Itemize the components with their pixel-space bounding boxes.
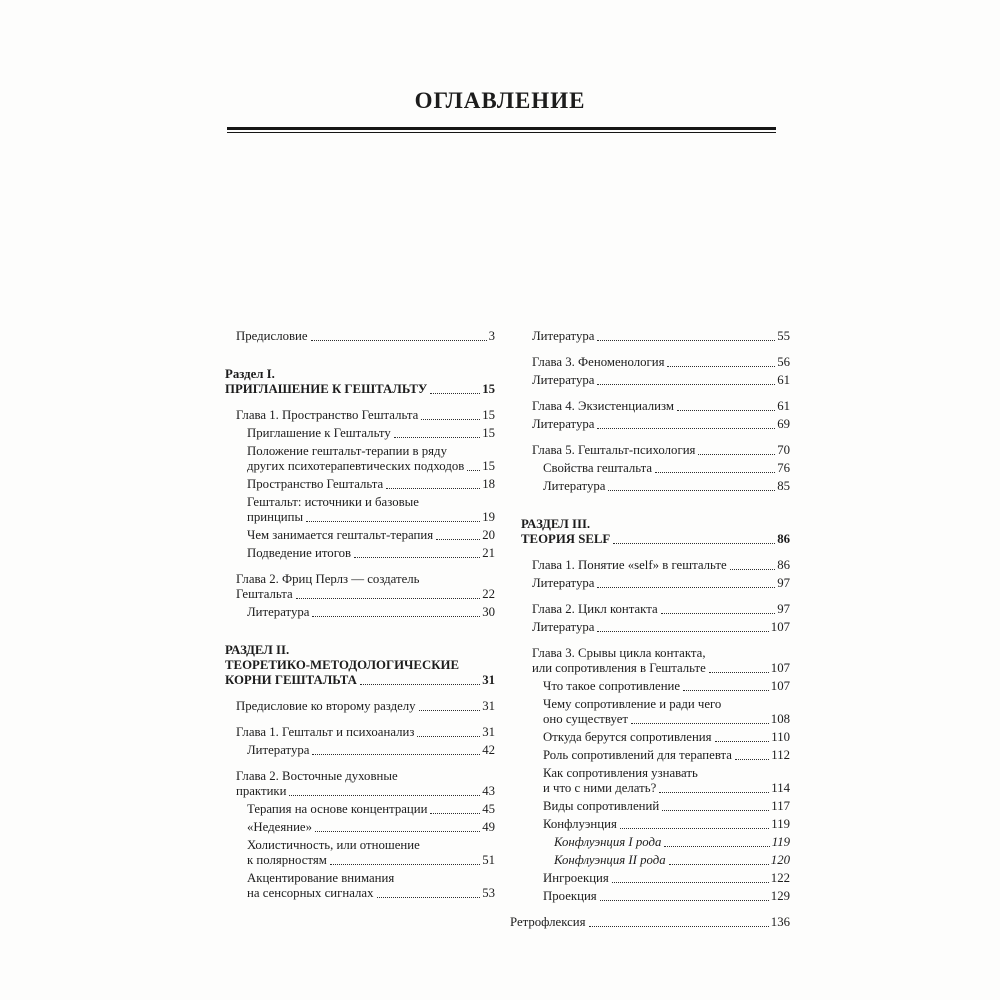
toc-line [543, 889, 790, 904]
toc-entry [510, 479, 790, 494]
toc-entry [225, 725, 495, 740]
toc-entry-text: практики [236, 784, 287, 798]
toc-entry [510, 355, 790, 370]
toc-entry-text: ТЕОРЕТИКО-МЕТОДОЛОГИЧЕСКИЕ [225, 658, 459, 672]
toc-entry-text: Гештальта [236, 587, 293, 601]
dot-leader [315, 831, 480, 832]
dot-leader [735, 759, 769, 760]
toc-entry [510, 602, 790, 617]
divider-thin-line [227, 132, 776, 133]
page-number: 108 [770, 712, 790, 726]
toc-entry [510, 889, 790, 904]
toc-line [247, 426, 495, 441]
toc-line [532, 399, 790, 414]
dot-leader [709, 672, 769, 673]
dot-leader [600, 900, 769, 901]
toc-line [532, 443, 790, 458]
toc-entry-text: Глава 1. Понятие «self» в гештальте [532, 558, 727, 572]
page-number: 97 [777, 576, 790, 590]
toc-entry [225, 605, 495, 620]
toc-entry [510, 329, 790, 344]
toc-entry [225, 477, 495, 492]
toc-entry-text: оно существует [543, 712, 628, 726]
page-number: 122 [770, 871, 790, 885]
toc-line [247, 820, 495, 835]
toc-entry-text: Чему сопротивление и ради чего [543, 697, 722, 711]
page-number: 107 [770, 661, 790, 675]
page-number: 18 [482, 477, 495, 491]
dot-leader [620, 828, 769, 829]
dot-leader [661, 613, 776, 614]
toc-line [543, 712, 790, 727]
toc-entry-text: Литература [247, 743, 310, 757]
toc-entry-text: Виды сопротивлений [543, 799, 660, 813]
toc-line [554, 853, 790, 868]
toc-entry-text: Пространство Гештальта [247, 477, 384, 491]
page-number: 15 [482, 382, 495, 396]
dot-leader [386, 488, 480, 489]
toc-entry-text: Гештальт: источники и базовые [247, 495, 419, 509]
toc-entry [510, 697, 790, 727]
toc-entry-text: Литература [247, 605, 310, 619]
toc-line [247, 743, 495, 758]
dot-leader [354, 557, 480, 558]
dot-leader [360, 684, 480, 685]
toc-line [236, 587, 495, 602]
page-number: 136 [770, 915, 790, 929]
toc-entry-text: Роль сопротивлений для терапевта [543, 748, 732, 762]
toc-line [247, 477, 495, 492]
dot-leader [330, 864, 480, 865]
toc-entry-text: Конфлуэнция II рода [554, 853, 666, 867]
toc-line [532, 373, 790, 388]
page-number: 30 [482, 605, 495, 619]
toc-entry-text: Приглашение к Гештальту [247, 426, 391, 440]
dot-leader [467, 470, 480, 471]
toc-entry-text: Ингроекция [543, 871, 609, 885]
toc-entry-text: Литература [543, 479, 606, 493]
toc-line [543, 799, 790, 814]
toc-entry-text: Глава 4. Экзистенциализм [532, 399, 674, 413]
page-number: 42 [482, 743, 495, 757]
page-number: 21 [482, 546, 495, 560]
toc-entry-text: Акцентирование внимания [247, 871, 395, 885]
toc-entry [510, 748, 790, 763]
toc-entry [510, 799, 790, 814]
dot-leader [664, 846, 769, 847]
dot-leader [417, 736, 480, 737]
page-number: 69 [777, 417, 790, 431]
toc-entry-text: Глава 5. Гештальт-психология [532, 443, 696, 457]
toc-entry [225, 802, 495, 817]
toc-line [543, 697, 790, 712]
toc-entry-text: других психотерапевтических подходов [247, 459, 465, 473]
toc-entry [510, 766, 790, 796]
toc-entry [510, 646, 790, 676]
toc-entry [225, 408, 495, 423]
toc-entry [225, 367, 495, 397]
dot-leader [613, 543, 775, 544]
page-title: ОГЛАВЛЕНИЕ [414, 88, 586, 113]
dot-leader [306, 521, 480, 522]
toc-entry [225, 838, 495, 868]
toc-entry [510, 835, 790, 850]
toc-line [236, 769, 495, 784]
dot-leader [394, 437, 480, 438]
toc-line [225, 367, 495, 382]
toc-entry [225, 699, 495, 714]
toc-entry-text: ТЕОРИЯ SELF [521, 532, 611, 546]
page-number: 31 [482, 673, 495, 687]
toc-entry [510, 620, 790, 635]
toc-entry [510, 399, 790, 414]
page-number: 51 [482, 853, 495, 867]
dot-leader [597, 340, 775, 341]
toc-line [521, 532, 790, 547]
toc-line [247, 802, 495, 817]
toc-line [247, 459, 495, 474]
toc-entry-text: Как сопротивления узнавать [543, 766, 698, 780]
toc-entry [510, 517, 790, 547]
dot-leader [669, 864, 769, 865]
toc-entry-text: Свойства гештальта [543, 461, 653, 475]
dot-leader [589, 926, 769, 927]
page-number: 15 [482, 459, 495, 473]
toc-line [532, 620, 790, 635]
page-number: 85 [777, 479, 790, 493]
toc-entry [510, 373, 790, 388]
dot-leader [667, 366, 775, 367]
divider-thick-line [227, 127, 776, 130]
page-number: 31 [482, 699, 495, 713]
toc-entry-text: Положение гештальт-терапии в ряду [247, 444, 447, 458]
toc-line [247, 853, 495, 868]
toc-line [247, 605, 495, 620]
toc-entry [510, 417, 790, 432]
toc-line [532, 558, 790, 573]
toc-entry [510, 576, 790, 591]
toc-entry [225, 820, 495, 835]
toc-entry [225, 444, 495, 474]
toc-line [247, 871, 495, 886]
toc-entry-text: «Недеяние» [247, 820, 313, 834]
toc-entry-text: Подведение итогов [247, 546, 352, 560]
dot-leader [659, 792, 769, 793]
dot-leader [631, 723, 769, 724]
toc-entry-text: Глава 3. Срывы цикла контакта, [532, 646, 706, 660]
toc-entry [510, 558, 790, 573]
toc-entry-text: Раздел I. [225, 367, 275, 381]
toc-line [510, 915, 790, 930]
toc-line [543, 781, 790, 796]
page-number: 56 [777, 355, 790, 369]
toc-line [247, 546, 495, 561]
dot-leader [421, 419, 480, 420]
toc-line [225, 382, 495, 397]
dot-leader [683, 690, 769, 691]
page-number: 19 [482, 510, 495, 524]
toc-entry-text: Откуда берутся сопротивления [543, 730, 712, 744]
page-number: 86 [777, 532, 790, 546]
toc-line [236, 408, 495, 423]
toc-entry-text: принципы [247, 510, 304, 524]
toc-column-right [510, 326, 790, 930]
toc-entry [225, 572, 495, 602]
toc-line [225, 643, 495, 658]
dot-leader [311, 340, 487, 341]
toc-line [532, 576, 790, 591]
dot-leader [419, 710, 481, 711]
dot-leader [608, 490, 775, 491]
toc-entry-text: Чем занимается гештальт-терапия [247, 528, 434, 542]
toc-entry-text: Глава 1. Гештальт и психоанализ [236, 725, 415, 739]
toc-entry [225, 769, 495, 799]
toc-line [543, 479, 790, 494]
dot-leader [698, 454, 775, 455]
toc-entry-text: Конфлуэнция [543, 817, 617, 831]
toc-line [521, 517, 790, 532]
page-number: 43 [482, 784, 495, 798]
toc-entry-text: Глава 3. Феноменология [532, 355, 665, 369]
dot-leader [612, 882, 769, 883]
toc-entry-text: Литература [532, 417, 595, 431]
dot-leader [289, 795, 480, 796]
toc-entry [510, 461, 790, 476]
toc-line [247, 510, 495, 525]
toc-entry-text: к полярностям [247, 853, 327, 867]
toc-line [247, 886, 495, 901]
toc-line [543, 766, 790, 781]
page-number: 53 [482, 886, 495, 900]
toc-column-left [225, 326, 495, 930]
toc-entry-text: Глава 2. Фриц Перлз — создатель [236, 572, 420, 586]
page-number: 45 [482, 802, 495, 816]
toc-entry-text: Конфлуэнция I рода [554, 835, 662, 849]
page-number: 20 [482, 528, 495, 542]
page-number: 117 [771, 799, 790, 813]
toc-entry [510, 871, 790, 886]
toc-line [236, 329, 495, 344]
dot-leader [677, 410, 775, 411]
toc-line [543, 817, 790, 832]
page-number: 55 [777, 329, 790, 343]
page-number: 61 [777, 399, 790, 413]
toc-entry [510, 853, 790, 868]
toc-line [543, 748, 790, 763]
toc-entry-text: Глава 2. Восточные духовные [236, 769, 398, 783]
dot-leader [296, 598, 481, 599]
dot-leader [597, 384, 775, 385]
toc-entry-text: РАЗДЕЛ III. [521, 517, 591, 531]
toc-line [236, 699, 495, 714]
page-number: 107 [770, 679, 790, 693]
toc-line [236, 572, 495, 587]
toc-line [543, 461, 790, 476]
title-divider [227, 127, 776, 133]
toc-entry [225, 643, 495, 688]
toc-line [543, 871, 790, 886]
toc-entry-text: на сенсорных сигналах [247, 886, 374, 900]
dot-leader [662, 810, 769, 811]
dot-leader [597, 587, 775, 588]
toc-line [532, 661, 790, 676]
toc-entry [225, 528, 495, 543]
toc-entry [225, 871, 495, 901]
toc-line [532, 646, 790, 661]
toc-entry-text: и что с ними делать? [543, 781, 657, 795]
toc-entry-text: Предисловие [236, 329, 308, 343]
toc-line [543, 679, 790, 694]
dot-leader [730, 569, 776, 570]
toc-entry-text: Литература [532, 620, 595, 634]
toc-entry-text: Терапия на основе концентрации [247, 802, 428, 816]
dot-leader [312, 754, 480, 755]
page-number: 107 [770, 620, 790, 634]
toc-line [247, 838, 495, 853]
dot-leader [715, 741, 770, 742]
toc-line [532, 355, 790, 370]
toc-line [532, 417, 790, 432]
toc-entry-text: Литература [532, 576, 595, 590]
toc-line [543, 730, 790, 745]
toc-entry [225, 546, 495, 561]
toc-entry-text: или сопротивления в Гештальте [532, 661, 706, 675]
dot-leader [597, 631, 768, 632]
toc-entry-text: Литература [532, 373, 595, 387]
page-number: 15 [482, 426, 495, 440]
toc-entry-text: Глава 1. Пространство Гештальта [236, 408, 419, 422]
page-number: 61 [777, 373, 790, 387]
toc-entry-text: Глава 2. Цикл контакта [532, 602, 658, 616]
toc-entry-text: Что такое сопротивление [543, 679, 681, 693]
page-number: 31 [482, 725, 495, 739]
toc-line [532, 602, 790, 617]
toc-entry [225, 743, 495, 758]
page-number: 97 [777, 602, 790, 616]
page-number: 129 [770, 889, 790, 903]
toc-entry [510, 679, 790, 694]
toc-entry-text: Проекция [543, 889, 597, 903]
toc-entry-text: Предисловие ко второму разделу [236, 699, 416, 713]
page-number: 70 [777, 443, 790, 457]
dot-leader [377, 897, 481, 898]
page-number: 119 [771, 817, 790, 831]
toc-entry-text: Ретрофлексия [510, 915, 586, 929]
toc-entry [225, 426, 495, 441]
page-number: 114 [771, 781, 790, 795]
page-number: 22 [482, 587, 495, 601]
toc-entry [225, 329, 495, 344]
toc-entry [510, 730, 790, 745]
page-number: 119 [771, 835, 790, 849]
page-number: 76 [777, 461, 790, 475]
dot-leader [430, 813, 480, 814]
toc-entry [510, 915, 790, 930]
toc-line [247, 528, 495, 543]
toc-entry [510, 817, 790, 832]
page-number: 49 [482, 820, 495, 834]
page-number: 15 [482, 408, 495, 422]
toc-entry-text: Холистичность, или отношение [247, 838, 420, 852]
toc-line [236, 725, 495, 740]
toc-columns [225, 326, 790, 930]
toc-line [225, 673, 495, 688]
dot-leader [312, 616, 480, 617]
dot-leader [430, 393, 480, 394]
page-number: 110 [771, 730, 790, 744]
toc-line [247, 495, 495, 510]
toc-entry [510, 443, 790, 458]
toc-line [247, 444, 495, 459]
toc-entry-text: РАЗДЕЛ II. [225, 643, 290, 657]
toc-entry-text: КОРНИ ГЕШТАЛЬТА [225, 673, 357, 687]
dot-leader [655, 472, 775, 473]
toc-entry-text: Литература [532, 329, 595, 343]
toc-line [225, 658, 495, 673]
toc-entry-text: ПРИГЛАШЕНИЕ К ГЕШТАЛЬТУ [225, 382, 428, 396]
toc-line [554, 835, 790, 850]
dot-leader [436, 539, 480, 540]
page-number: 3 [488, 329, 495, 343]
dot-leader [597, 428, 775, 429]
page-number: 86 [777, 558, 790, 572]
toc-line [236, 784, 495, 799]
page-number: 112 [771, 748, 790, 762]
toc-entry [225, 495, 495, 525]
page-number: 120 [770, 853, 790, 867]
toc-line [532, 329, 790, 344]
